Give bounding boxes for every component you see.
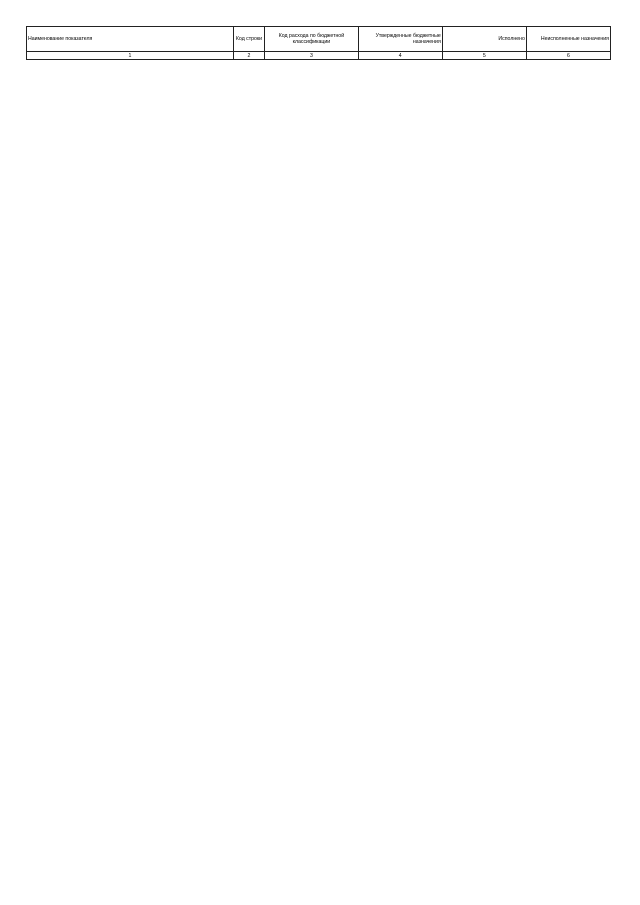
header-approved: Утвержденные бюджетные назначения (358, 27, 442, 52)
header-executed: Исполнено (442, 27, 526, 52)
column-number: 2 (233, 52, 264, 60)
column-number: 6 (526, 52, 610, 60)
report-sheet (26, 26, 611, 60)
header-unexecuted: Неисполненные назначения (526, 27, 610, 52)
budget-execution-table (26, 26, 611, 60)
header-indicator-name: Наименование показателя (27, 27, 234, 52)
header-line-code: Код строки (233, 27, 264, 52)
column-number-row (27, 52, 611, 60)
header-row (27, 27, 611, 52)
column-number: 3 (265, 52, 359, 60)
column-number: 5 (442, 52, 526, 60)
column-number: 4 (358, 52, 442, 60)
column-number: 1 (27, 52, 234, 60)
header-classification-code: Код расхода по бюджетной классификации (265, 27, 359, 52)
